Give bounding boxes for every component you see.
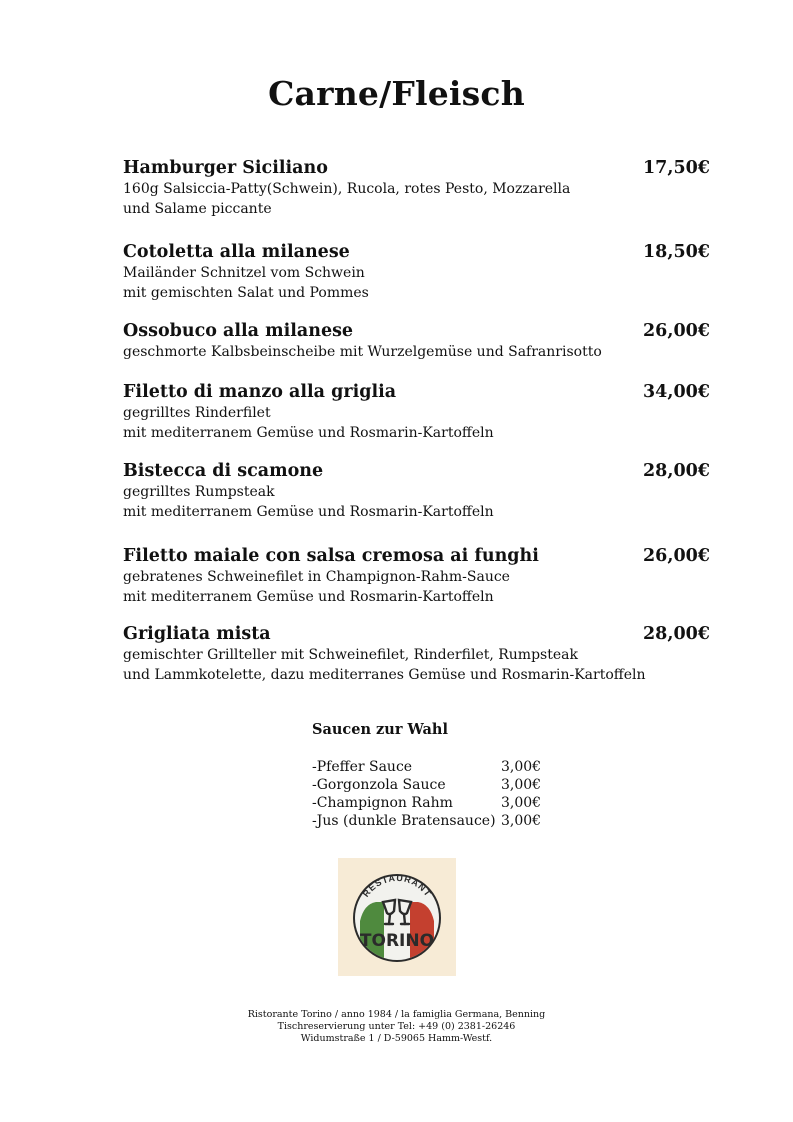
dish-price: 17,50€ [643, 158, 710, 178]
restaurant-logo [338, 858, 456, 976]
footer [0, 1009, 793, 1045]
sauce-row [312, 794, 572, 812]
dish-price: 34,00€ [643, 382, 710, 402]
sauce-row [312, 776, 572, 794]
dish-price: 28,00€ [643, 461, 710, 481]
dish-description-line: mit mediterranem Gemüse und Rosmarin-Kartoffeln [123, 425, 494, 441]
dish-description-line: geschmorte Kalbsbeinscheibe mit Wurzelgemüse und Safranrisotto [123, 344, 602, 360]
menu-item-ossobuco [123, 320, 713, 362]
sauce-price: 3,00€ [501, 759, 542, 775]
sauce-row [312, 812, 572, 830]
sauce-name: -Gorgonzola Sauce [312, 777, 446, 793]
sauce-price: 3,00€ [501, 795, 542, 811]
dish-description-line: mit gemischten Salat und Pommes [123, 285, 369, 301]
dish-price: 26,00€ [643, 546, 710, 566]
menu-item-hamburger-siciliano [123, 157, 713, 219]
logo-main-text: TORINO [359, 931, 435, 951]
footer-line: Widumstraße 1 / D-59065 Hamm-Westf. [300, 1033, 493, 1044]
menu-item-filetto-manzo [123, 381, 713, 443]
dish-name: Filetto maiale con salsa cremosa ai funghi [123, 546, 539, 566]
dish-description-line: 160g Salsiccia-Patty(Schwein), Rucola, rotes Pesto, Mozzarella [123, 181, 571, 197]
dish-name: Ossobuco alla milanese [123, 321, 354, 341]
sauce-name: -Pfeffer Sauce [312, 759, 413, 775]
sauces-heading: Saucen zur Wahl [312, 721, 448, 738]
menu-item-bistecca [123, 460, 713, 522]
torino-logo-graphic [338, 858, 456, 976]
dish-name: Cotoletta alla milanese [123, 242, 350, 262]
sauce-price: 3,00€ [501, 777, 542, 793]
sauce-name: -Jus (dunkle Bratensauce) [312, 813, 496, 829]
footer-line: Ristorante Torino / anno 1984 / la famiglia Germana, Benning [247, 1009, 546, 1020]
dish-description-line: gemischter Grillteller mit Schweinefilet, Rinderfilet, Rumpsteak [123, 647, 578, 663]
dish-description-line: mit mediterranem Gemüse und Rosmarin-Kartoffeln [123, 504, 494, 520]
dish-description-line: gegrilltes Rinderfilet [123, 405, 271, 421]
dish-description-line: und Salame piccante [123, 201, 272, 217]
page-title: Carne/Fleisch [268, 74, 525, 113]
dish-name: Hamburger Siciliano [123, 158, 328, 178]
sauce-name: -Champignon Rahm [312, 795, 453, 811]
sauce-price: 3,00€ [501, 813, 542, 829]
dish-description-line: gegrilltes Rumpsteak [123, 484, 275, 500]
dish-description-line: gebratenes Schweinefilet in Champignon-Rahm-Sauce [123, 569, 510, 585]
dish-name: Bistecca di scamone [123, 461, 324, 481]
menu-item-filetto-maiale [123, 545, 713, 607]
dish-name: Filetto di manzo alla griglia [123, 382, 397, 402]
dish-description-line: mit mediterranem Gemüse und Rosmarin-Kartoffeln [123, 589, 494, 605]
dish-price: 18,50€ [643, 242, 710, 262]
dish-name: Grigliata mista [123, 624, 271, 644]
dish-price: 26,00€ [643, 321, 710, 341]
menu-item-grigliata-mista [123, 623, 713, 685]
sauce-row [312, 758, 572, 776]
dish-description-line: und Lammkotelette, dazu mediterranes Gemüse und Rosmarin-Kartoffeln [123, 667, 646, 683]
logo-arc-text: RESTAURANT [360, 872, 434, 899]
dish-price: 28,00€ [643, 624, 710, 644]
menu-item-cotoletta [123, 241, 713, 303]
dish-description-line: Mailänder Schnitzel vom Schwein [123, 265, 365, 281]
sauces-section [312, 720, 572, 830]
sauces-list [312, 758, 572, 830]
footer-line: Tischreservierung unter Tel: +49 (0) 2381-26246 [277, 1021, 516, 1032]
